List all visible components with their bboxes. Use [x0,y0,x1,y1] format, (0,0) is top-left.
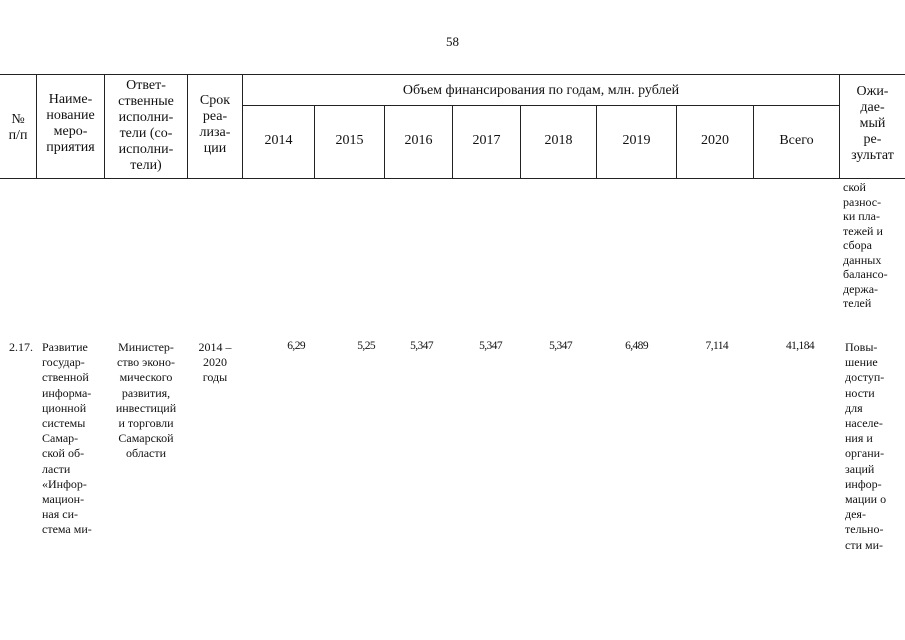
header-expected-result: Ожи- дае- мый ре- зультат [851,84,894,163]
page-number: 58 [446,34,459,49]
header-number: № п/п [8,112,28,143]
header-year-2018: 2018 [544,133,573,148]
header-year-2016: 2016 [404,133,433,148]
value-2017: 5,347 [479,340,502,352]
header-funding-title: Объем финансирования по годам, млн. рублей [402,83,680,98]
value-2018: 5,347 [549,340,572,352]
continued-result-text: ской разнос- ки пла- тежей и сбора данных балансо- держа- телей [843,180,888,310]
header-year-2019: 2019 [622,133,651,148]
row-term: 2014 – 2020 годы [198,340,232,385]
header-year-2015: 2015 [335,133,364,148]
value-2019: 6,489 [625,340,648,352]
header-year-2014: 2014 [264,133,293,148]
table-top-border [0,74,905,75]
header-total: Всего [779,133,814,148]
value-2015: 5,25 [357,340,375,352]
value-2014: 6,29 [287,340,305,352]
header-executors: Ответ- ственные исполни- тели (со- исполни- тели) [118,78,174,173]
row-activity-name: Развитие государ- ственной информа- ционной системы Самар- ской об- ласти «Инфор- мацион- ная си- стема ми- [42,340,92,537]
value-2020: 7,114 [705,340,728,352]
value-total: 41,184 [785,340,814,352]
header-year-2020: 2020 [701,133,729,148]
row-expected-result: Повы- шение доступ- ности для населе- ния и органи- заций инфор- мации о дея- тельно- сти ми- [845,340,887,552]
value-2016: 5,347 [410,340,433,352]
row-executors: Министер- ство эконо- мического развития, инвестиций и торговли Самарской области [115,340,177,461]
row-number: 2.17. [9,340,33,354]
funding-title-divider [242,105,839,106]
header-activity-name: Наиме- нование меро- приятия [46,92,95,155]
header-term: Срок реа- лиза- ции [199,93,231,156]
header-year-2017: 2017 [472,133,501,148]
